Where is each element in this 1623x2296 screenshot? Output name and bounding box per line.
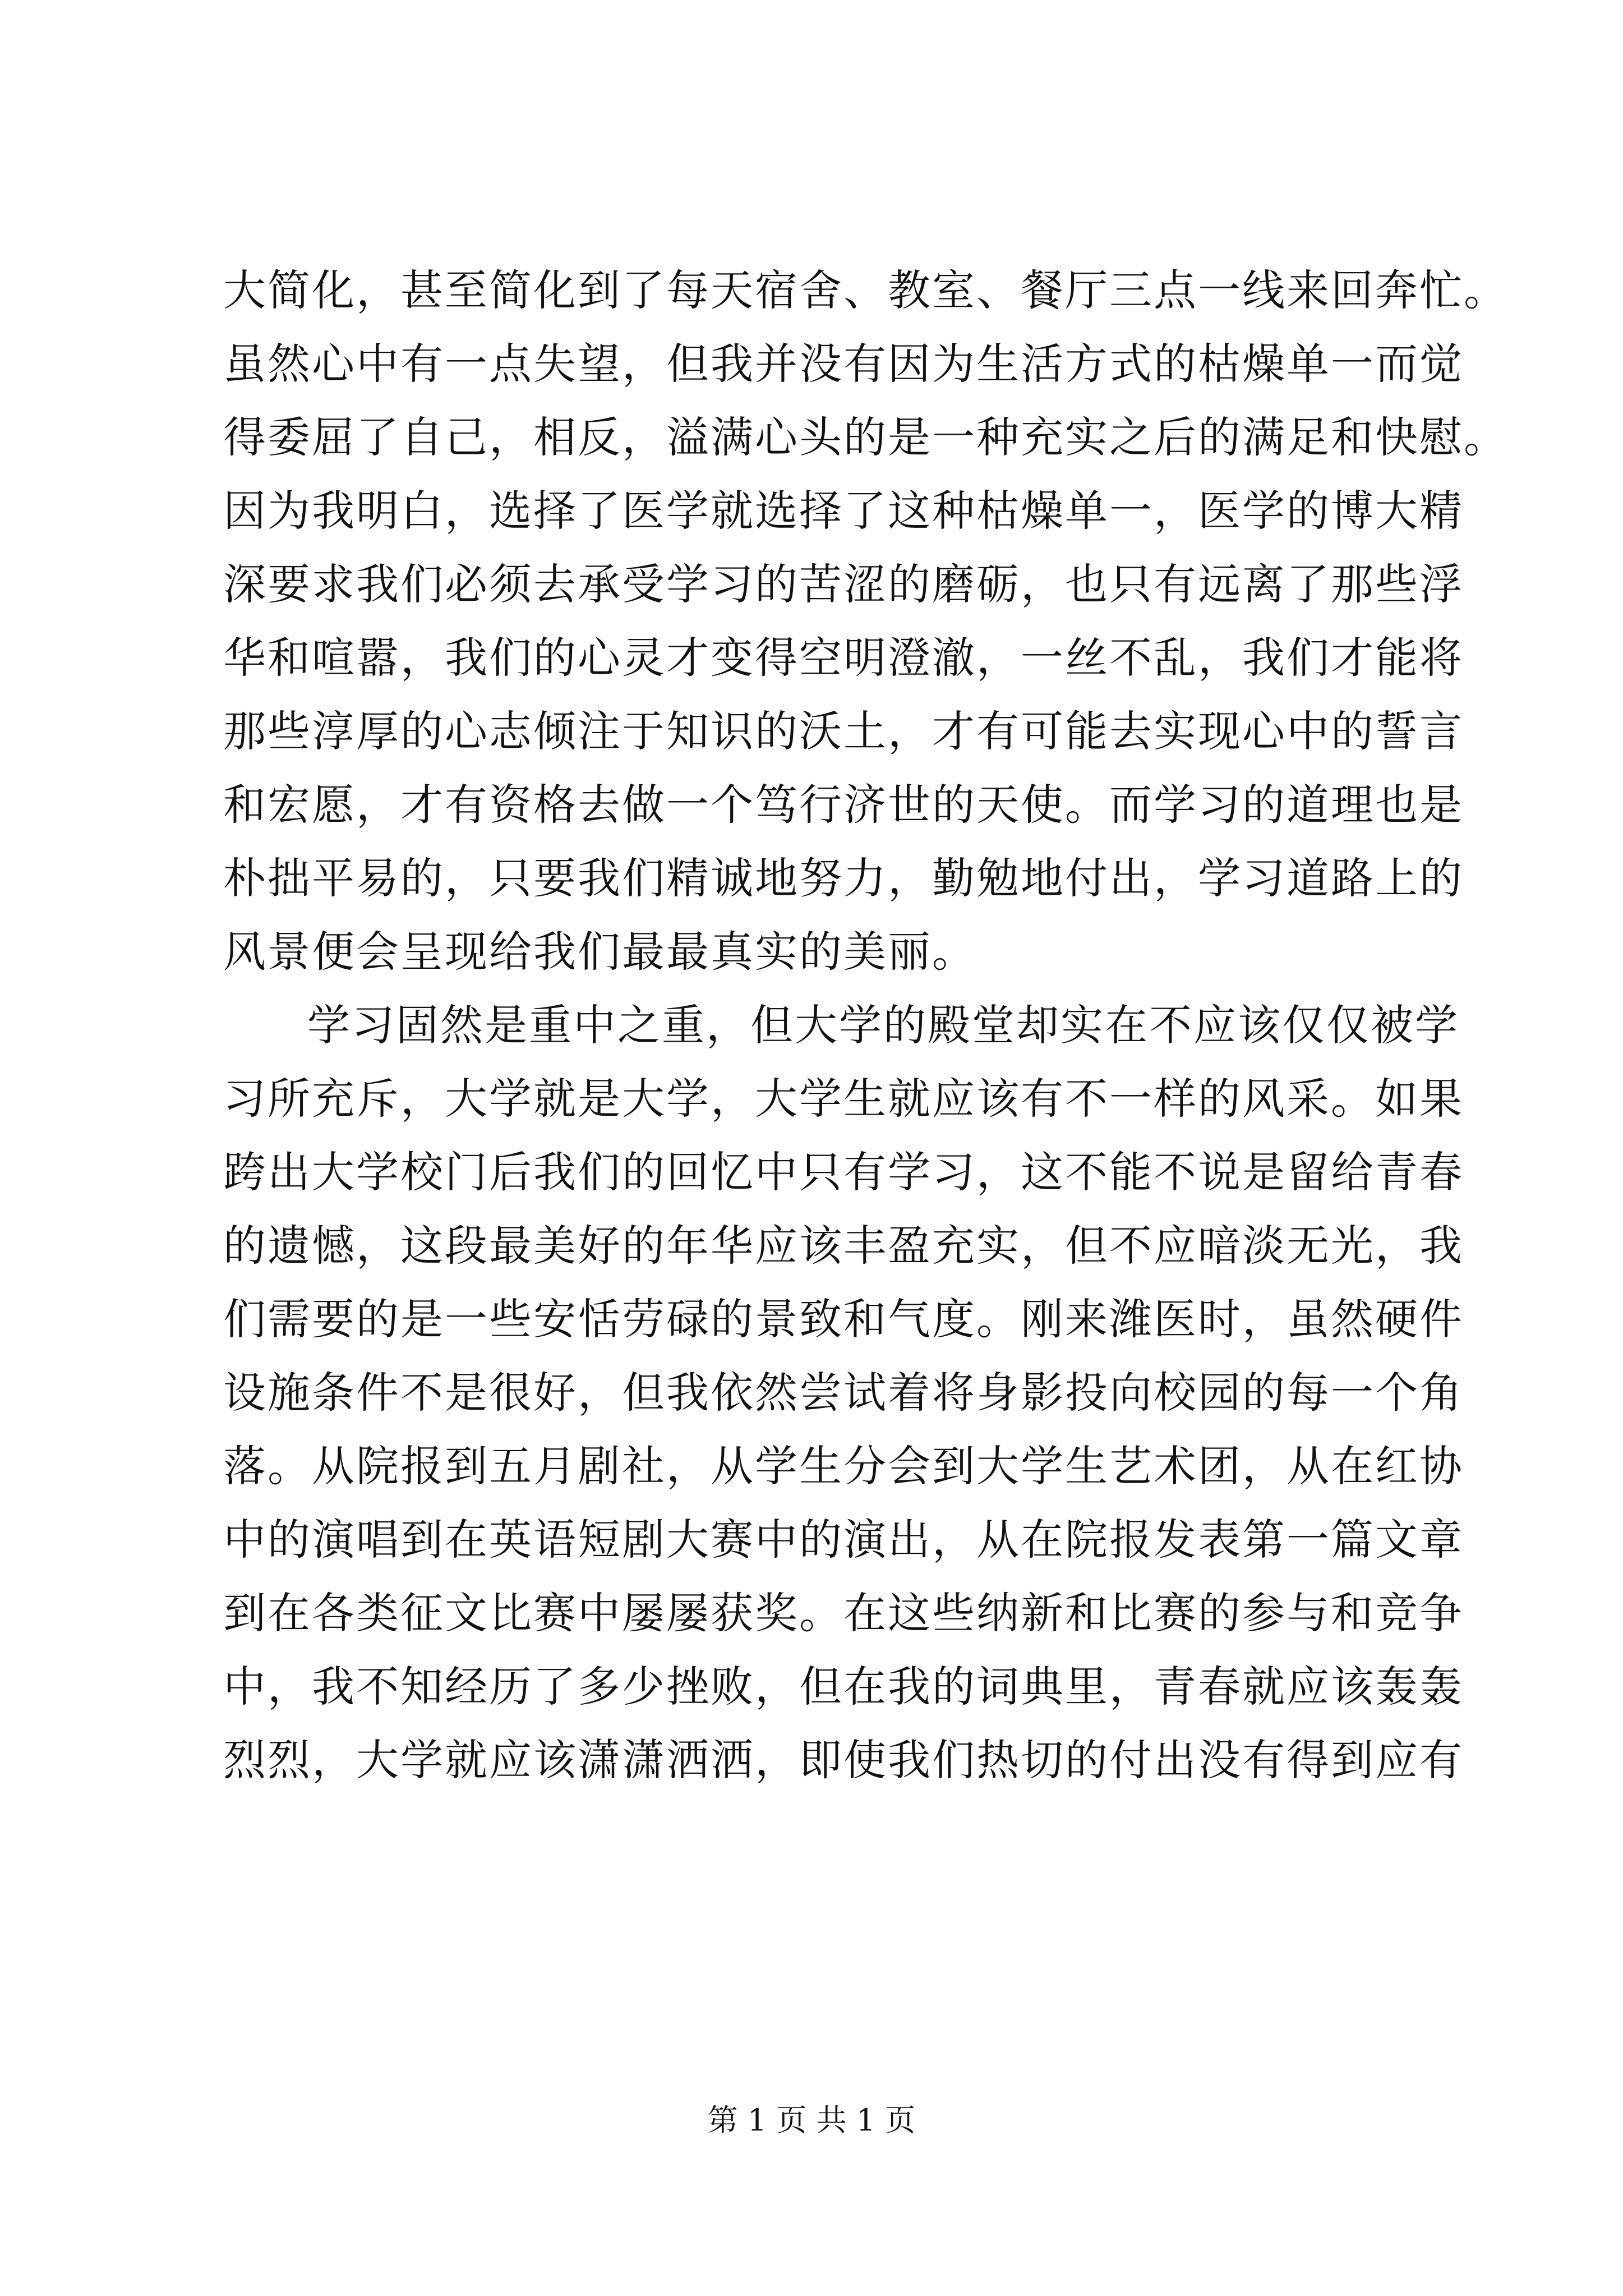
paragraph-line: 因为我明白，选择了医学就选择了这种枯燥单一，医学的博大精 (223, 486, 1464, 536)
paragraph-line: 虽然心中有一点失望，但我并没有因为生活方式的枯燥单一而觉 (223, 339, 1464, 389)
paragraph-line: 习所充斥，大学就是大学，大学生就应该有不一样的风采。如果 (223, 1074, 1464, 1124)
paragraph-2 (223, 988, 1464, 1797)
paragraph-line: 学习固然是重中之重，但大学的殿堂却实在不应该仅仅被学 (307, 1000, 1459, 1050)
paragraph-line: 烈烈，大学就应该潇潇洒洒，即使我们热切的付出没有得到应有 (223, 1735, 1464, 1785)
paragraph-line: 跨出大学校门后我们的回忆中只有学习，这不能不说是留给青春 (223, 1147, 1464, 1197)
paragraph-line: 风景便会呈现给我们最最真实的美丽。 (223, 927, 976, 977)
paragraph-line: 那些淳厚的心志倾注于知识的沃土，才有可能去实现心中的誓言 (223, 706, 1464, 756)
paragraph-line: 到在各类征文比赛中屡屡获奖。在这些纳新和比赛的参与和竞争 (223, 1588, 1464, 1638)
paragraph-line: 们需要的是一些安恬劳碌的景致和气度。刚来潍医时，虽然硬件 (223, 1294, 1464, 1344)
paragraph-line: 落。从院报到五月剧社，从学生分会到大学生艺术团，从在红协 (223, 1441, 1464, 1491)
document-body (223, 254, 1508, 1797)
paragraph-line: 大简化，甚至简化到了每天宿舍、教室、餐厅三点一线来回奔忙。 (223, 265, 1508, 315)
paragraph-line: 设施条件不是很好，但我依然尝试着将身影投向校园的每一个角 (223, 1368, 1464, 1418)
paragraph-line: 朴拙平易的，只要我们精诚地努力，勤勉地付出，学习道路上的 (223, 853, 1464, 903)
paragraph-line: 中，我不知经历了多少挫败，但在我的词典里，青春就应该轰轰 (223, 1662, 1464, 1711)
paragraph-line: 得委屈了自己，相反，溢满心头的是一种充实之后的满足和快慰。 (223, 412, 1508, 462)
paragraph-line: 和宏愿，才有资格去做一个笃行济世的天使。而学习的道理也是 (223, 780, 1464, 830)
paragraph-line: 华和喧嚣，我们的心灵才变得空明澄澈，一丝不乱，我们才能将 (223, 633, 1464, 683)
page-number-footer: 第 1 页 共 1 页 (707, 2102, 916, 2138)
paragraph-line: 深要求我们必须去承受学习的苦涩的磨砺，也只有远离了那些浮 (223, 559, 1464, 609)
paragraph-1 (223, 254, 1508, 988)
paragraph-line: 的遗憾，这段最美好的年华应该丰盈充实，但不应暗淡无光，我 (223, 1221, 1464, 1271)
paragraph-line: 中的演唱到在英语短剧大赛中的演出，从在院报发表第一篇文章 (223, 1515, 1464, 1565)
